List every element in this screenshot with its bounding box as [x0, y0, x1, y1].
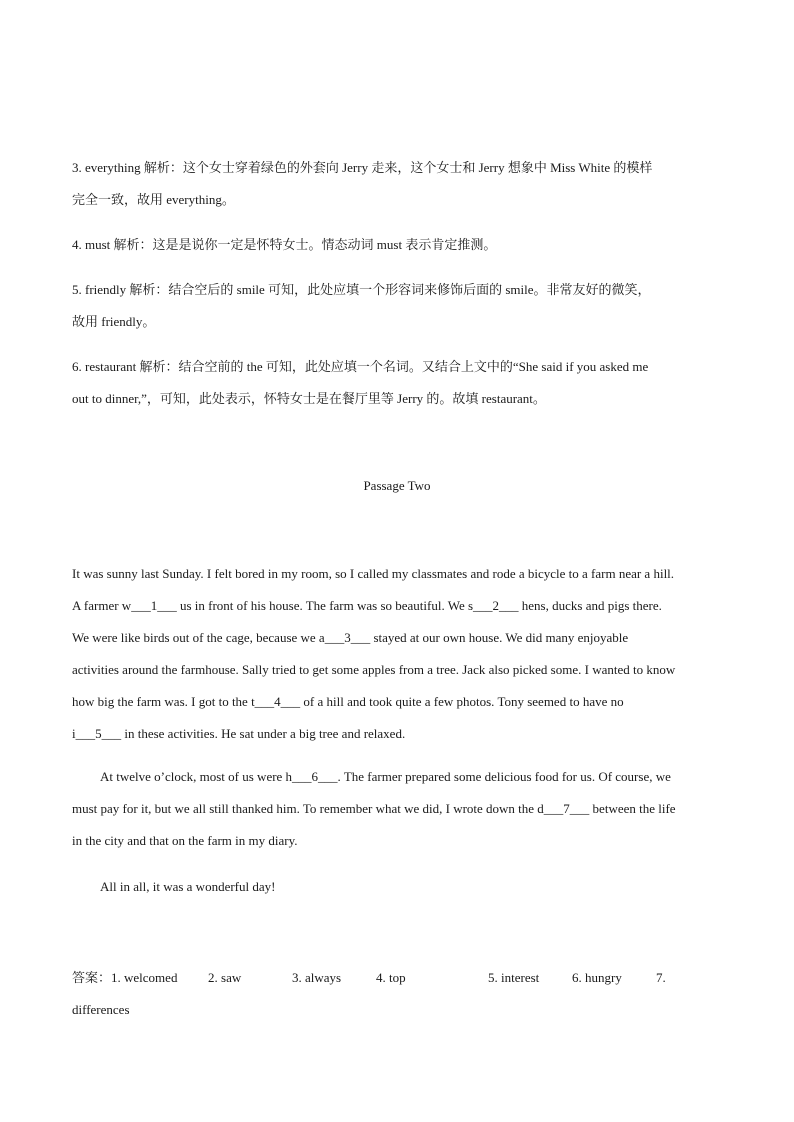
- passage-line: A farmer w___1___ us in front of his house. The farm was so beautiful. We s___2___ hens, ducks and pigs there.: [72, 598, 662, 613]
- explanation-5: [72, 274, 723, 338]
- passage-line: At twelve o’clock, most of us were h___6___. The farmer prepared some delicious food for us. Of course, we: [100, 769, 671, 784]
- answer-item: 6. hungry: [572, 970, 622, 985]
- explanation-3-line1: 3. everything 解析：这个女士穿着绿色的外套向 Jerry 走来，这个女士和 Jerry 想象中 Miss White 的模样: [72, 160, 653, 175]
- answer-item: 3. always: [292, 970, 342, 985]
- answer-label: 答案：: [72, 970, 112, 985]
- answer-item: 4. top: [376, 970, 406, 985]
- passage-paragraph-3: [72, 871, 723, 903]
- passage-line: activities around the farmhouse. Sally tried to get some apples from a tree. Jack also picked some. I wanted to know: [72, 662, 676, 677]
- explanation-4-line1: 4. must 解析：这是是说你一定是怀特女士。情态动词 must 表示肯定推测。: [72, 237, 497, 252]
- answer-item: 2. saw: [208, 970, 242, 985]
- explanation-4: [72, 229, 723, 261]
- passage-paragraph-1: [72, 558, 723, 750]
- passage-paragraph-2: [72, 761, 723, 857]
- passage-line: must pay for it, but we all still thanked him. To remember what we did, I wrote down the d___7___ between the life: [72, 801, 676, 816]
- passage-line: how big the farm was. I got to the t___4___ of a hill and took quite a few photos. Tony seemed to have no: [72, 694, 624, 709]
- passage-title: Passage Two: [363, 478, 431, 493]
- explanation-6: [72, 351, 723, 415]
- passage-line: i___5___ in these activities. He sat under a big tree and relaxed.: [72, 726, 406, 741]
- explanation-3-line2: 完全一致，故用 everything。: [72, 192, 235, 207]
- explanation-5-line1: 5. friendly 解析：结合空后的 smile 可知，此处应填一个形容词来修饰后面的 smile。非常友好的微笑，: [72, 282, 651, 297]
- answer-item-last: differences: [72, 1002, 130, 1017]
- explanation-5-line2: 故用 friendly。: [72, 314, 156, 329]
- explanation-3: [72, 152, 723, 216]
- passage-line: All in all, it was a wonderful day!: [100, 879, 276, 894]
- answer-item: 5. interest: [488, 970, 540, 985]
- passage-line: We were like birds out of the cage, because we a___3___ stayed at our own house. We did many enjoyable: [72, 630, 629, 645]
- explanation-6-line2: out to dinner,”，可知，此处表示，怀特女士是在餐厅里等 Jerry 的。故填 restaurant。: [72, 391, 546, 406]
- answer-key: [72, 962, 723, 1026]
- passage-line: It was sunny last Sunday. I felt bored in my room, so I called my classmates and rode a bicycle to a farm near a hill.: [72, 566, 675, 581]
- passage-line: in the city and that on the farm in my diary.: [72, 833, 298, 848]
- answer-item: 7.: [656, 970, 666, 985]
- explanation-6-line1: 6. restaurant 解析：结合空前的 the 可知，此处应填一个名词。又结合上文中的“She said if you asked me: [72, 359, 649, 374]
- answer-item: 1. welcomed: [111, 970, 178, 985]
